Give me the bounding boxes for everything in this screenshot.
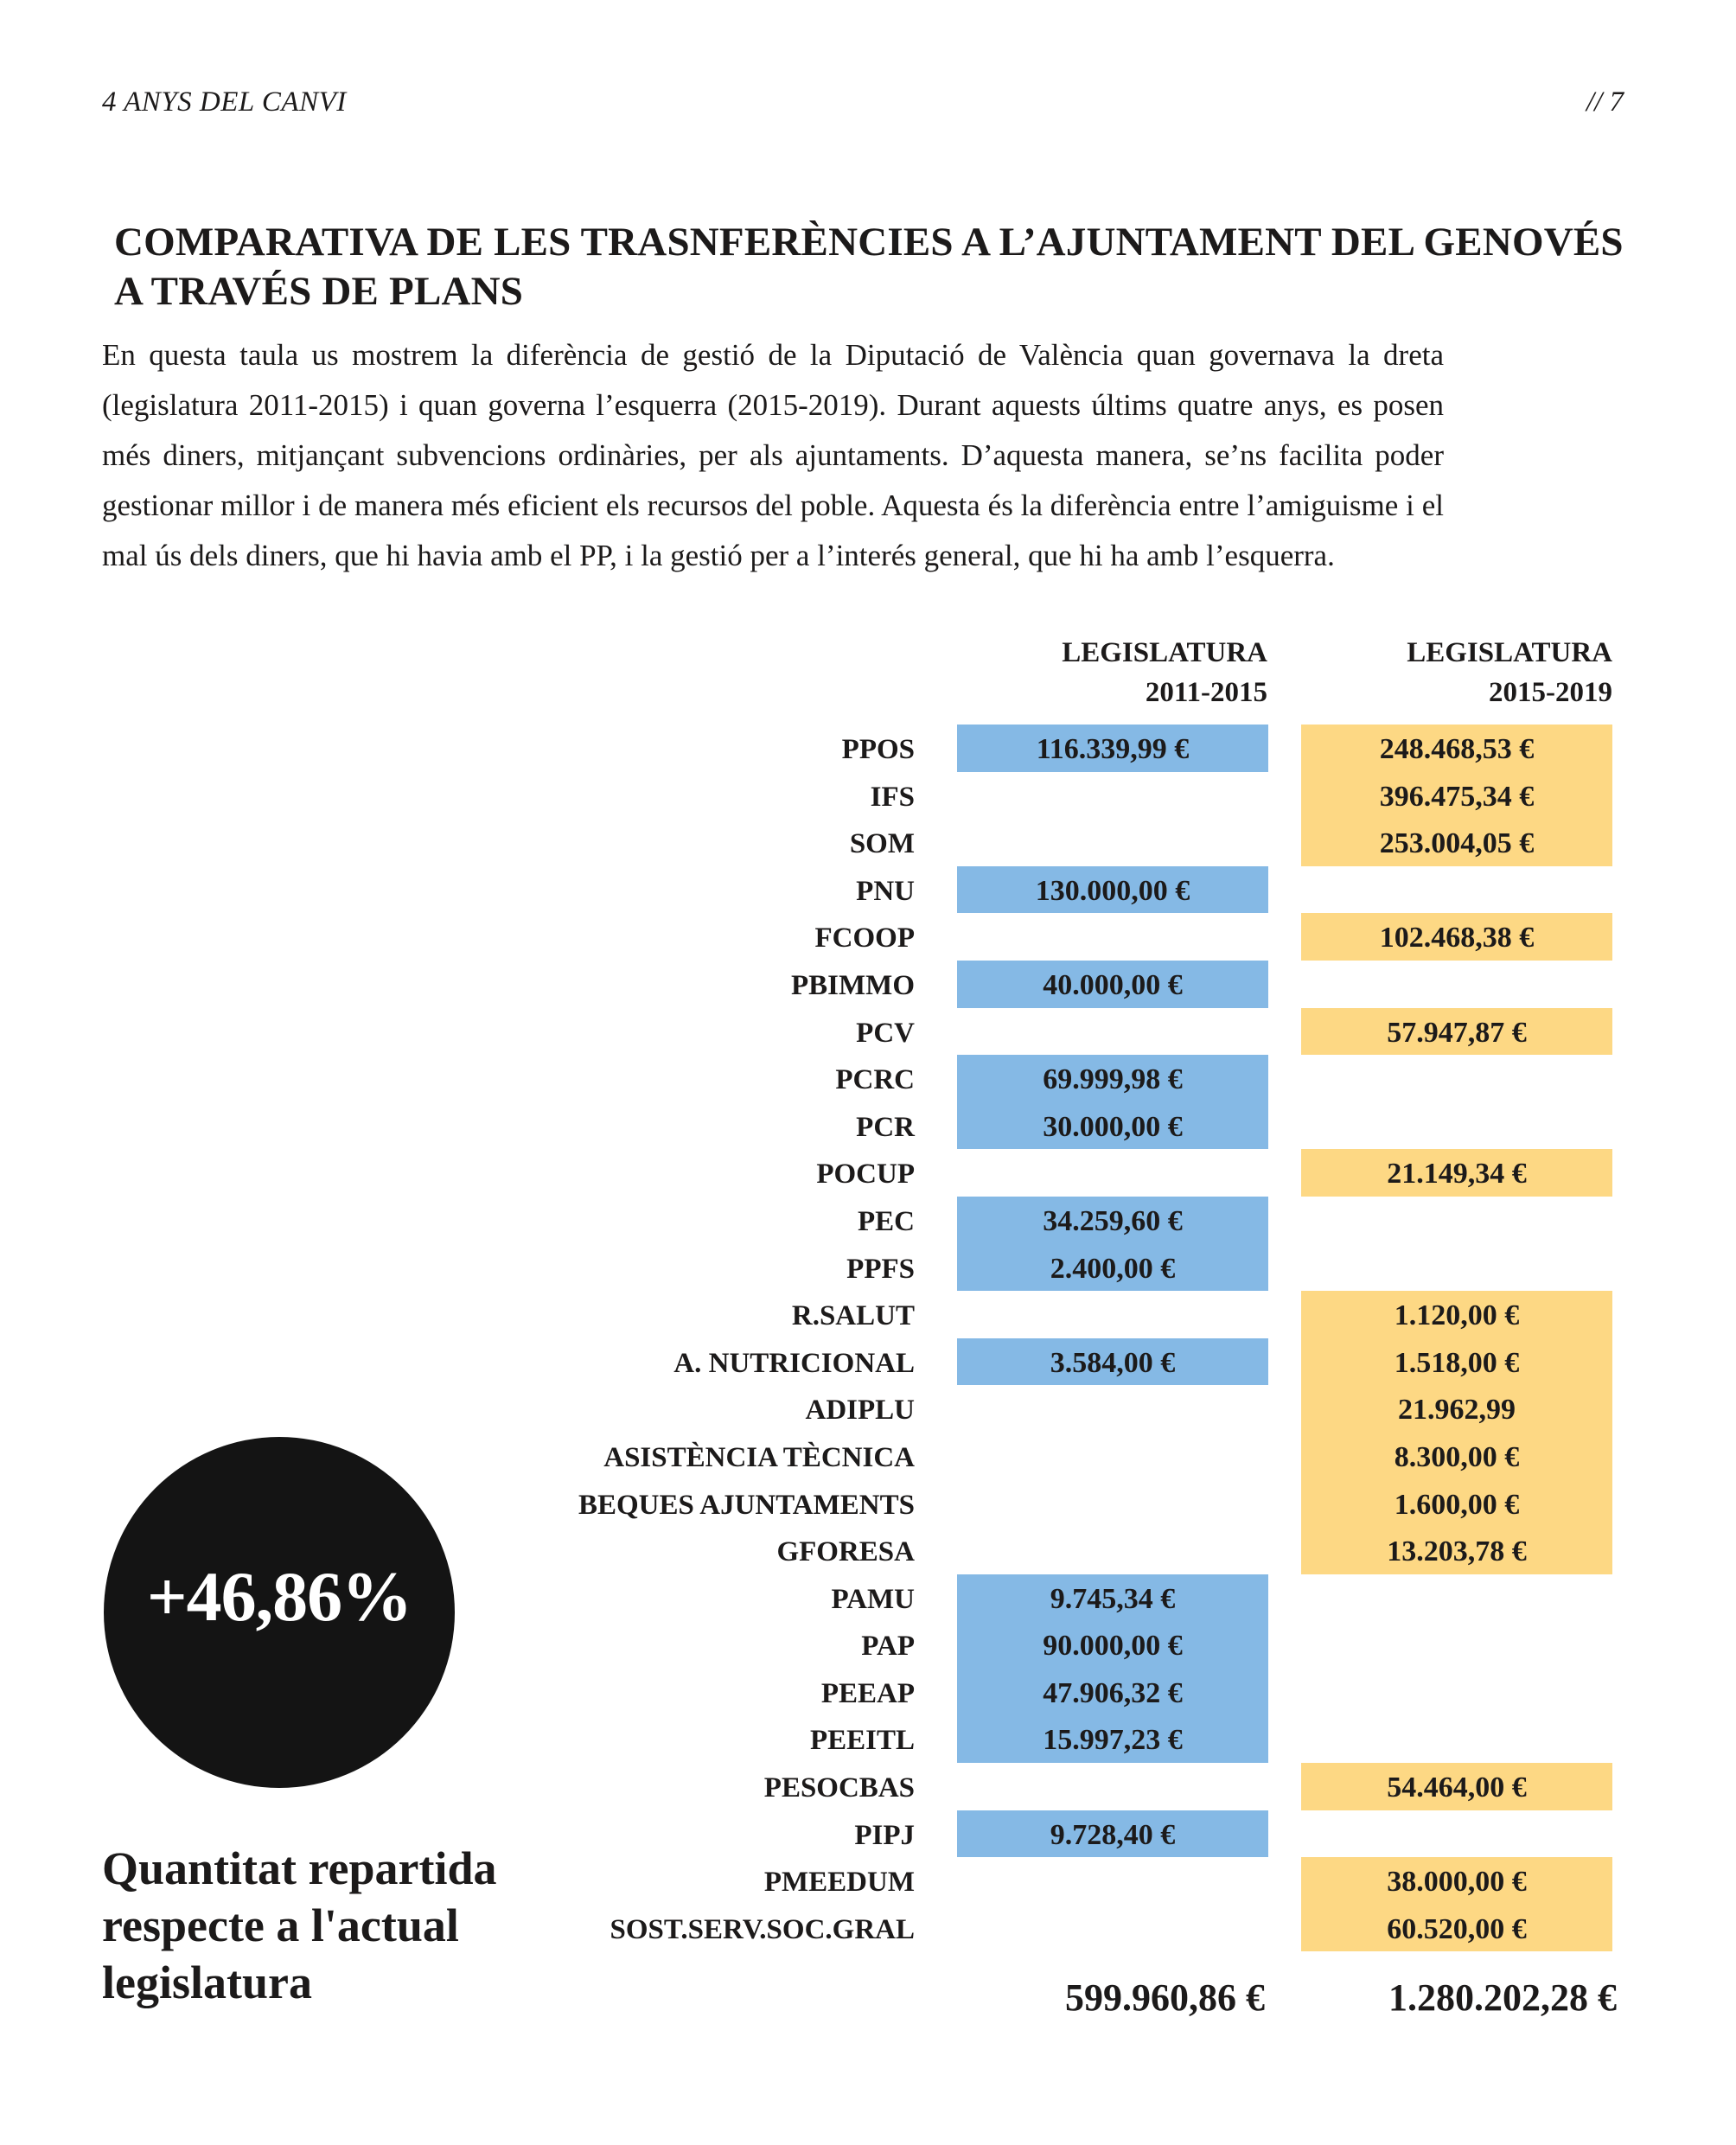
amount-2011-2015	[957, 1480, 1268, 1528]
page-number: // 7	[1586, 86, 1624, 118]
amount-2015-2019	[1301, 1244, 1612, 1292]
amount-2015-2019: 8.300,00 €	[1301, 1433, 1612, 1480]
table-row	[0, 961, 1736, 1008]
amount-2011-2015	[957, 1527, 1268, 1574]
percentage-badge	[104, 1437, 455, 1788]
table-row	[0, 1244, 1736, 1292]
amount-2015-2019	[1301, 1197, 1612, 1244]
plan-name: PBIMMO	[791, 969, 915, 1001]
plan-name: PEC	[858, 1205, 915, 1237]
table-row	[0, 1338, 1736, 1386]
amount-2015-2019: 1.600,00 €	[1301, 1480, 1612, 1528]
amount-2011-2015: 34.259,60 €	[957, 1197, 1268, 1244]
plan-name: PEEITL	[809, 1725, 915, 1757]
plan-name: PIPJ	[854, 1819, 915, 1851]
amount-2011-2015	[957, 1857, 1268, 1905]
amount-2011-2015	[957, 1905, 1268, 1952]
amount-2015-2019: 38.000,00 €	[1301, 1857, 1612, 1905]
plan-name: PPOS	[841, 734, 915, 765]
plan-name: SOM	[849, 828, 915, 860]
table-row	[0, 1385, 1736, 1433]
plan-name: PEEAP	[820, 1677, 915, 1709]
intro-paragraph	[102, 330, 1444, 581]
amount-2015-2019: 248.468,53 €	[1301, 725, 1612, 772]
table-row	[0, 772, 1736, 820]
table-row	[0, 1291, 1736, 1338]
plan-name: PAMU	[831, 1583, 915, 1615]
amount-2015-2019	[1301, 1810, 1612, 1858]
table-row	[0, 1149, 1736, 1197]
plan-name: PNU	[856, 875, 915, 907]
amount-2011-2015: 15.997,23 €	[957, 1715, 1268, 1763]
amount-2015-2019	[1301, 1621, 1612, 1669]
plan-name: PCR	[856, 1111, 915, 1143]
table-row	[0, 725, 1736, 772]
badge-caption: Quantitat repartida respecte a l'actual legislatura	[102, 1842, 497, 2008]
column-header-label: LEGISLATURA	[1062, 637, 1267, 668]
plan-name: SOST.SERV.SOC.GRAL	[610, 1913, 915, 1945]
plan-name: FCOOP	[814, 922, 915, 954]
plan-name: PMEEDUM	[763, 1867, 915, 1899]
amount-2015-2019: 21.962,99	[1301, 1385, 1612, 1433]
plan-name: R.SALUT	[791, 1300, 915, 1332]
page-title-line-1: COMPARATIVA DE LES TRASNFERÈNCIES A L’AJUNTAMENT DEL GENOVÉS	[114, 220, 1624, 265]
amount-2011-2015: 40.000,00 €	[957, 961, 1268, 1008]
plan-name: A. NUTRICIONAL	[673, 1347, 915, 1379]
amount-2011-2015	[957, 913, 1268, 961]
amount-2011-2015: 2.400,00 €	[957, 1244, 1268, 1292]
plan-name: IFS	[870, 781, 915, 813]
table-row	[0, 1102, 1736, 1150]
amount-2011-2015	[957, 1763, 1268, 1810]
plan-name: PPFS	[846, 1253, 915, 1285]
plan-name: GFORESA	[776, 1536, 915, 1568]
column-header-label: LEGISLATURA	[1407, 637, 1612, 668]
amount-2015-2019: 253.004,05 €	[1301, 819, 1612, 866]
amount-2011-2015: 30.000,00 €	[957, 1102, 1268, 1150]
total-2015-2019: 1.280.202,28 €	[1388, 1976, 1617, 2019]
plan-name: POCUP	[816, 1159, 915, 1191]
amount-2015-2019	[1301, 1055, 1612, 1102]
amount-2015-2019: 102.468,38 €	[1301, 913, 1612, 961]
amount-2015-2019: 1.120,00 €	[1301, 1291, 1612, 1338]
column-header-period: 2015-2019	[1489, 677, 1612, 708]
plan-name: PAP	[861, 1631, 915, 1663]
total-2011-2015: 599.960,86 €	[1065, 1976, 1265, 2019]
page-title	[114, 218, 1636, 316]
amount-2011-2015: 130.000,00 €	[957, 866, 1268, 914]
running-header: 4 ANYS DEL CANVI	[102, 86, 347, 118]
amount-2015-2019: 1.518,00 €	[1301, 1338, 1612, 1386]
plan-name: ASISTÈNCIA TÈCNICA	[603, 1441, 915, 1473]
amount-2015-2019	[1301, 1715, 1612, 1763]
plan-name: PESOCBAS	[763, 1772, 915, 1804]
table-row	[0, 1008, 1736, 1056]
amount-2011-2015	[957, 1291, 1268, 1338]
table-row	[0, 866, 1736, 914]
amount-2011-2015	[957, 1008, 1268, 1056]
amount-2015-2019	[1301, 1102, 1612, 1150]
intro-text: En questa taula us mostrem la diferència de gestió de la Diputació de València quan governava la dreta (legislatura 2011-2015) i quan governa l’esquerra (2015-2019). Durant aquests últims quatre anys, es posen més diners, mitjançant subvencions ordinàries, per als ajuntaments. D’aquesta manera, se’ns facilita poder gestionar millor i de manera més eficient els recursos del poble. Aquesta és la diferència entre l’amiguisme i el mal ús dels diners, que hi havia amb el PP, i la gestió per a l’interés general, que hi ha amb l’esquerra.	[102, 338, 1444, 572]
table-row	[0, 1055, 1736, 1102]
amount-2015-2019	[1301, 961, 1612, 1008]
amount-2015-2019: 21.149,34 €	[1301, 1149, 1612, 1197]
percentage-value: +46,86%	[146, 1557, 412, 1636]
plan-name: PCV	[856, 1017, 915, 1049]
amount-2015-2019: 57.947,87 €	[1301, 1008, 1612, 1056]
amount-2011-2015	[957, 819, 1268, 866]
amount-2011-2015: 90.000,00 €	[957, 1621, 1268, 1669]
amount-2011-2015: 9.745,34 €	[957, 1574, 1268, 1622]
page-title-line-2: A TRAVÉS DE PLANS	[114, 269, 524, 314]
table-row	[0, 819, 1736, 866]
plan-name: PCRC	[835, 1064, 915, 1096]
column-header-2011-2015	[1062, 633, 1267, 712]
amount-2011-2015: 9.728,40 €	[957, 1810, 1268, 1858]
amount-2011-2015	[957, 772, 1268, 820]
amount-2015-2019: 396.475,34 €	[1301, 772, 1612, 820]
plan-name: BEQUES AJUNTAMENTS	[578, 1489, 915, 1521]
amount-2015-2019	[1301, 866, 1612, 914]
amount-2015-2019	[1301, 1574, 1612, 1622]
column-header-2015-2019	[1407, 633, 1612, 712]
plan-name: ADIPLU	[805, 1395, 915, 1427]
amount-2011-2015	[957, 1433, 1268, 1480]
amount-2011-2015	[957, 1385, 1268, 1433]
amount-2015-2019	[1301, 1669, 1612, 1716]
table-row	[0, 1197, 1736, 1244]
amount-2011-2015: 47.906,32 €	[957, 1669, 1268, 1716]
amount-2015-2019: 54.464,00 €	[1301, 1763, 1612, 1810]
table-row	[0, 913, 1736, 961]
amount-2011-2015: 116.339,99 €	[957, 725, 1268, 772]
amount-2011-2015	[957, 1149, 1268, 1197]
amount-2011-2015: 69.999,98 €	[957, 1055, 1268, 1102]
amount-2015-2019: 60.520,00 €	[1301, 1905, 1612, 1952]
amount-2011-2015: 3.584,00 €	[957, 1338, 1268, 1386]
column-header-period: 2011-2015	[1145, 677, 1267, 708]
amount-2015-2019: 13.203,78 €	[1301, 1527, 1612, 1574]
